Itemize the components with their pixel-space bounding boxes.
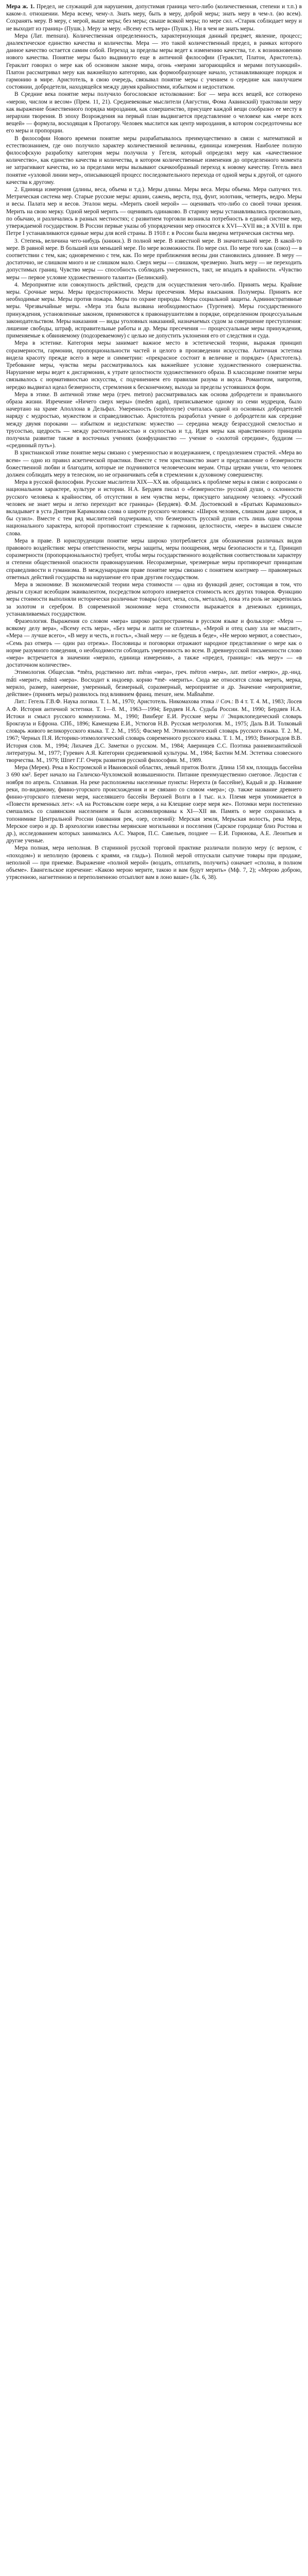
intro-text: Предел, не служащий для нарушения, допустимая граница чего-либо (количественная, степени и т.п.) в каком-л. отношении. Мера всему, чему-л. Знать меру, быть в меру, доброй меры; знать меру в чем-л. (во всем). Сохранять меру. В меру, с мерой, выше меры; без меры; свыше всякой меры; по мере сил. «Старик соблюдает меру и не выходит из границ» (Пушк.). Меру за меру. «Всему есть мера» (Пушк.). Ни в чем не знать меры. <box>6 4 302 32</box>
headword: Мера <box>6 4 21 10</box>
paragraph: Мера в праве. В юриспруденции понятие меры широко употребляется для обозначения различных видов правового воздействия: меры ответственности, меры защиты, меры поощрения, меры безопасности и т.д. Принцип соразмерности (пропорциональности) требует, чтобы меры государственного воздействия соответствовали характеру и степени общественной опасности правонарушения. Несоразмерные, чрезмерные меры противоречат принципам справедливости и гуманизма. В международном праве понятие меры связано с понятием контрмер — правомерных ответных действий государства на нарушение его прав другим государством. <box>6 537 302 581</box>
paragraph: Лит.: Гегель Г.В.Ф. Наука логики. Т. 1. М., 1970; Аристотель. Никомахова этика // Соч.: В 4 т. Т. 4. М., 1983; Лосев А.Ф. История античной эстетики. Т. 1—8. М., 1963—1994; Бердяев Н.А. Судьба России. М., 1990; Бердяев Н.А. Истоки и смысл русского коммунизма. М., 1990; Винберг Е.И. Русские меры // Энциклопедический словарь Брокгауза и Ефрона. СПб., 1896; Каменцева Е.И., Устюгов Н.В. Русская метрология. М., 1975; Даль В.И. Толковый словарь живого великорусского языка. Т. 2. М., 1955; Фасмер М. Этимологический словарь русского языка. Т. 2. М., 1967; Черных П.Я. Историко-этимологический словарь современного русского языка. Т. 1. М., 1993; Виноградов В.В. История слов. М., 1994; Лихачев Д.С. Заметки о русском. М., 1984; Аверинцев С.С. Поэтика ранневизантийской литературы. М., 1977; Гуревич А.Я. Категории средневековой культуры. М., 1984; Бахтин М.М. Эстетика словесного творчества. М., 1979; Шпет Г.Г. Очерк развития русской философии. М., 1989. <box>6 699 302 764</box>
paragraph: Фразеология. Выражения со словом «мера» широко распространены в русском языке и фольклоре: «Мера — всякому делу вера», «Всему есть мера», «Без меры и лапти не сплетешь», «Мерой и отец сыну зла не мыслит», «Мера — лучше всего», «В меру и честь, и гость», «Знай меру — не будешь в беде», «Не мерою меряют, а совестью», «Семь раз отмерь — один раз отрежь». Пословицы и поговорки отражают народное представление о мере как о норме разумного поведения, о необходимости соблюдать умеренность во всем. В древнерусской письменности слово «мера» встречается в значении «мерило, единица измерения», а также «предел, граница»: «въ меру» — «в достаточном количестве». <box>6 618 302 669</box>
paragraph: Мера полная, мера неполная. В старинной русской торговой практике различали полную меру (с верхом, с «походом») и неполную (вровень с краями, «в гладь»). Полной мерой отпускали сыпучие товары при продаже, неполной — при приемке. Выражение «полной мерой» (воздать, отплатить, получить) означает «сполна, в полном объеме». Евангельское изречение: «Какою мерою мерите, такою и вам будут мерить» (Мф. 7, 2); «Мерою доброю, утрясенною, нагнетенною и переполненною отсыплют вам в лоно ваше» (Лк. 6, 38). <box>6 845 302 881</box>
paragraph: Мера в эстетике. Категория меры занимает важное место в эстетической теории, выражая принцип соразмерности, гармонии, пропорциональности частей и целого в произведении искусства. Античная эстетика видела красоту прежде всего в мере и симметрии: «прекрасное состоит в величине и порядке» (Аристотель). Требование меры, чувства меры рассматривалось как важнейшее условие художественного совершенства. Нарушение меры ведет к дисгармонии, к утрате целостности художественного образа. В классицизме понятие меры связывалось с нормативностью искусства, с подчинением его правилам разума и вкуса. Романтизм, напротив, нередко выдвигал идеал безмерности, стремления к бесконечному, выхода за пределы устоявшихся форм. <box>6 340 302 391</box>
paragraph: 4. Мероприятие или совокупность действий, средств для осуществления чего-либо. Принять меры. Крайние меры. Срочные меры. Меры предосторожности. Меры пресечения. Меры взыскания. Полумеры. Принять все необходимые меры. Меры против пожара. Меры по охране природы. Меры социальной защиты. Административные меры. Чрезвычайные меры. «Мера эта была вызвана необходимостью» (Тургенев). Меры государственного принуждения, установленные законом, применяются к правонарушителям в порядке, определенном процессуальным законодательством. Меры наказания — виды уголовных наказаний, назначаемых судом за совершение преступления: лишение свободы, штраф, исправительные работы и др. Меры пресечения — процессуальные меры принуждения, применяемые к обвиняемому (подозреваемому) с целью не допустить уклонения его от следствия и суда. <box>6 281 302 340</box>
paragraph: В христианской этике понятие меры связано с умеренностью и воздержанием, с преодолением страстей. «Мера во всем» — одно из правил аскетической практики. Вместе с тем христианство знает и представление о безмерности божественной любви и благодати, которые не подчиняются человеческим мерам. Отцы церкви учили, что человек должен соблюдать меру в телесном, но не ограничивать себя в стремлении к духовному совершенству. <box>6 450 302 478</box>
sense-label: ж. 1. <box>22 4 35 10</box>
paragraph: 2. Единица измерения (длины, веса, объема и т.д.). Меры длины. Меры веса. Меры объема. Мера сыпучих тел. Метрическая система мер. Старые русские меры: аршин, сажень, верста, пуд, фунт, золотник, четверть, ведро. Меры и весы. Палата мер и весов. Эталон меры. «Мерить своей мерой» — оценивать что-либо со своей точки зрения. Мерить на свою мерку. Одной мерой мерить — оценивать одинаково. В старину меры устанавливались произвольно, по обычаю, и различались в разных местностях; с развитием торговли возникла потребность в единой системе мер, утверждаемой государством. В России первые указы об упорядочении мер относятся к XVI—XVII вв.; в XVIII в. при Петре I устанавливаются единые меры для всей страны. В 1918 г. в России была введена метрическая система мер. <box>6 187 302 237</box>
paragraph: В философии Нового времени понятие меры разрабатывалось преимущественно в связи с математикой и естествознанием, где оно получило характер количественной величины, единицы измерения. Наиболее полную философскую разработку категория меры получила у Гегеля, который определял меру как «качественное количество», как единство качества и количества, в котором количественные изменения до определенного момента не затрагивают качества, но за пределами меры вызывают скачкообразный переход к новому качеству. Гегель ввел понятие «узловой линии мер», описывающей процесс последовательного перехода от одной меры к другой, от одного качества к другому. <box>6 135 302 185</box>
paragraph: Мера (Лат. mensura). Количественная определенность, характеризующая данный предмет, явление, процесс; диалектическое единство качества и количества. Мера — это такой количественный предел, в рамках которого данное качество остается самим собой. Переход за пределы меры ведет к изменению качества, т.е. к возникновению нового качества. Понятие меры было выдвинуто еще в античной философии (Гераклит, Платон, Аристотель). Гераклит говорил о мере как об основном законе мира, огонь «мерами загорающийся и мерами потухающий». Платон рассматривал меру как важнейшую категорию, как формообразующее начало, устанавливающее порядок и гармонию в мире. Аристотель, в свою очередь, связывал понятие меры с учением о середине как наилучшем состоянии, добродетели, находящейся между двумя крайностями, избытком и недостатком. <box>6 32 302 91</box>
paragraph: Этимология. Общеслав. *mĕra, родственно лит. mẽras «мера», греч. métron «мера», лат. metior «мерю», др.-инд. mā́ti «мерит», mā́trā «мера». Восходит к индоевр. корню *mē- «мерить». Сюда же относятся слова мерить, мерка, мерило, размер, намерение, умеренный, безмерный, соразмерный, мероприятие и др. Значение «мероприятие, действие» (принять меры) развилось под влиянием франц. mesure, нем. Maßnahme. <box>6 669 302 698</box>
paragraph: 3. Степень, величина чего-нибудь (книжн.). В полной мере. В известной мере. В значительной мере. В какой-то мере. В равной мере. В большей или меньшей мере. По мере возможности. По мере сил. По мере того как (союз) — в соответствии с тем, как; одновременно с тем, как. По мере приближения весны дни становились длиннее. В меру — достаточно, не слишком много и не слишком мало. Сверх меры — слишком, чрезмерно. Знать меру — не переходить допустимых границ. Чувство меры — способность соблюдать умеренность, такт, не впадать в крайности. «Чувство меры — первое условие художественного таланта» (Белинский). <box>6 238 302 281</box>
paragraph: Мера в русской философии. Русские мыслители XIX—XX вв. обращались к проблеме меры в связи с вопросами о национальном характере, культуре и истории. Н.А. Бердяев писал о «безмерности» русской души, о склонности русского человека к крайностям, об отсутствии в нем чувства меры, присущего западному человеку. «Русский человек не знает меры и легко переходит все границы» (Бердяев). Ф.М. Достоевский в «Братьях Карамазовых» вкладывает в уста Дмитрия Карамазова слова о широте русского человека: «Широк человек, слишком даже широк, я бы сузил». Вместе с тем ряд мыслителей подчеркивал, что безмерность русской души есть лишь одна сторона национального характера, которой противостоит стремление к гармонии, целостности, «мере» в высшем смысле слова. <box>6 479 302 537</box>
paragraph: Мера (Мерея). Река в Костромской и Ивановской областях, левый приток Волги. Длина 158 км, площадь бассейна 3 690 км². Берет начало на Галичско-Чухломской возвышенности. Питание преимущественно снеговое. Ледостав с ноября по апрель. Сплавная. На реке расположены населенные пункты: Нерехта (в бассейне), Кадый и др. Название реки, по-видимому, финно-угорского происхождения и не связано со словом «мера»; ср. также название древнего финно-угорского племени меря, населявшего бассейн Верхней Волги в I тыс. н.э. Племя меря упоминается в «Повести временных лет»: «А на Ростовьском озере меря, а на Клещине озере меря же». Потомки мери постепенно смешались со славянским населением и были ассимилированы к XI—XII вв. Память о мере сохранилась в топонимике Центральной России (названия рек, озер, селений): Мерская земля, Мерьская волость, река Мера, Мерское озеро и др. В археологии известны мерянские могильники и поселения (Сарское городище близ Ростова и др.), исследованием которых занимались А.С. Уваров, П.С. Савельев, позднее — Е.И. Горюнова, А.Е. Леонтьев и другие ученые. <box>6 765 302 844</box>
paragraph: Мера в этике. В античной этике мера (греч. metron) рассматривалась как основа добродетели и правильного образа жизни. Изречение «Ничего сверх меры» (meden agan), приписываемое одному из семи мудрецов, было начертано на храме Аполлона в Дельфах. Умеренность (sophrosyne) считалась одной из основных добродетелей наряду с мудростью, мужеством и справедливостью. Аристотель разработал учение о добродетели как середине между двумя пороками — избытком и недостатком: мужество — середина между безрассудной смелостью и трусостью, щедрость — между расточительностью и скупостью и т.д. Идея меры как нравственного принципа получила развитие также в восточных учениях (конфуцианство — учение о «золотой середине», буддизм — «срединный путь»). <box>6 391 302 449</box>
dictionary-page <box>0 0 308 886</box>
entry-intro <box>6 3 302 32</box>
paragraph: Мера в экономике. В экономической теории мера стоимости — одна из функций денег, состоящая в том, что деньги служат всеобщим эквивалентом, посредством которого измеряется стоимость всех других товаров. Функцию меры стоимости выполняли исторически различные товары (скот, меха, соль, металлы), пока эта роль не закрепилась за золотом и серебром. В современной экономике мера стоимости выражается в денежных единицах, устанавливаемых государством. <box>6 582 302 617</box>
paragraph: В Средние века понятие меры получило богословское истолкование: Бог — мера всех вещей, все сотворено «мерою, числом и весом» (Прем. 11, 21). Средневековые мыслители (Августин, Фома Аквинский) трактовали меру как выражение божественного порядка мироздания, как совершенство, присущее каждой вещи сообразно ее месту в иерархии творения. В эпоху Возрождения на первый план выдвигается представление о человеке как «мере всех вещей» — формула, восходящая к Протагору. Человек мыслится как центр мироздания, в котором сосредоточены все его меры и пропорции. <box>6 91 302 134</box>
